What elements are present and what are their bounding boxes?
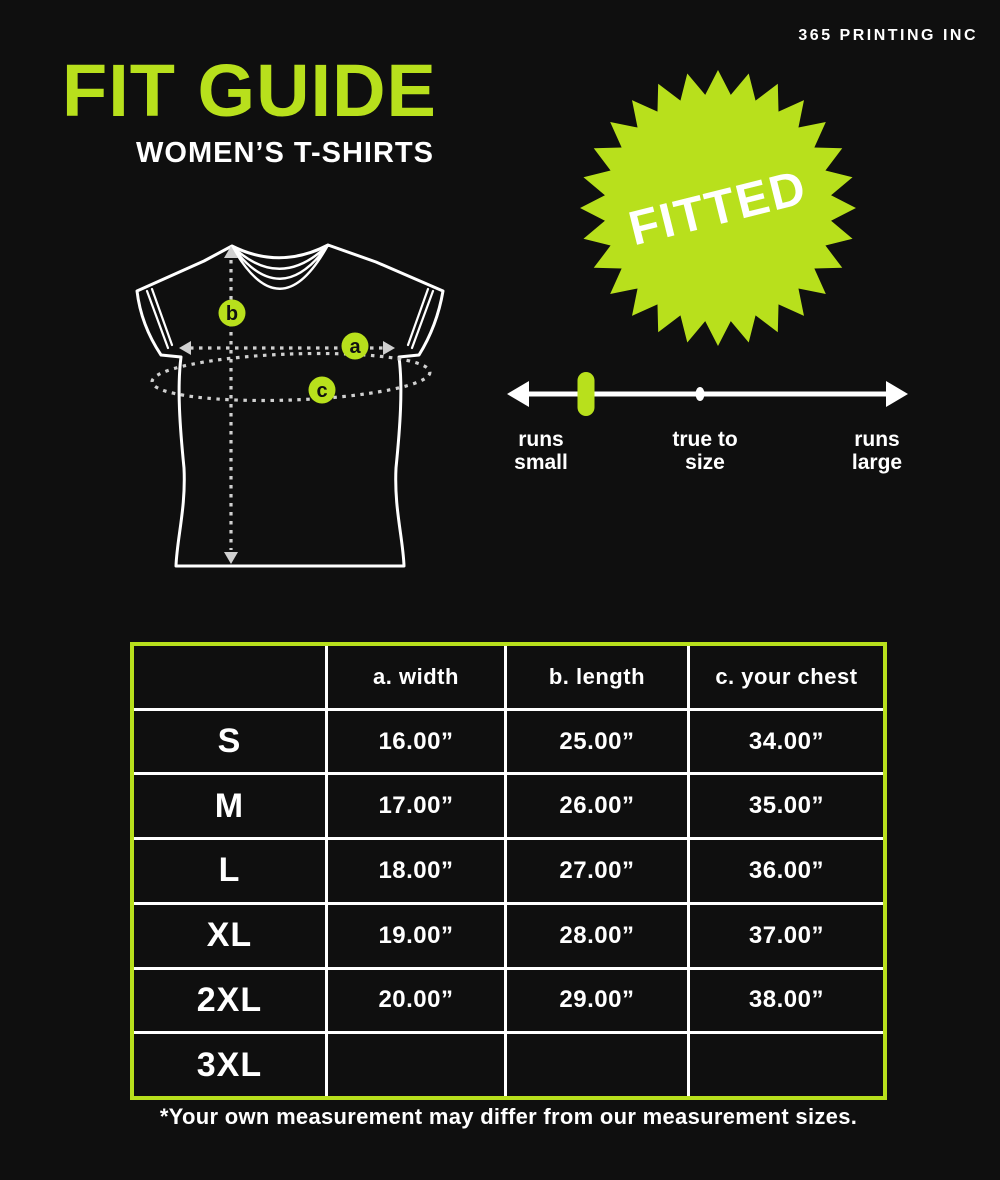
scale-label-line: size: [685, 451, 725, 474]
chest-measure-ellipse: [151, 349, 430, 405]
footnote: *Your own measurement may differ from our measurement sizes.: [159, 1104, 858, 1129]
row-xl-size: XL: [134, 905, 325, 967]
row-l-width: 18.00”: [328, 840, 504, 902]
scale-arrow-left-icon: [507, 381, 529, 407]
row-s-width: 16.00”: [328, 711, 504, 773]
row-xl-width: 19.00”: [328, 905, 504, 967]
row-3xl-length: [507, 1034, 687, 1096]
row-3xl-width: [328, 1034, 504, 1096]
row-2xl-length: 29.00”: [507, 970, 687, 1032]
fit-scale: [495, 350, 920, 420]
brand-name: 365 PRINTING INC: [798, 27, 978, 44]
length-arrow-down-icon: [224, 552, 238, 564]
column-header-size: [134, 646, 325, 708]
scale-label-line: small: [514, 451, 568, 474]
row-3xl-chest: [690, 1034, 883, 1096]
row-xl-length: 28.00”: [507, 905, 687, 967]
page-subtitle: WOMEN’S T-SHIRTS: [136, 137, 434, 169]
marker-b: [219, 300, 246, 327]
width-arrow-left-icon: [179, 341, 191, 355]
marker-b-letter: b: [225, 303, 239, 325]
scale-arrow-right-icon: [886, 381, 908, 407]
row-2xl-size: 2XL: [134, 970, 325, 1032]
marker-a: [342, 333, 369, 360]
row-s-chest: 34.00”: [690, 711, 883, 773]
tshirt-measurement-diagram: [120, 228, 480, 593]
scale-label-line: runs: [854, 428, 900, 451]
column-header-width: a. width: [328, 646, 504, 708]
badge-label: FITTED: [623, 159, 813, 257]
true-to-size-tick: [696, 387, 705, 401]
row-xl-chest: 37.00”: [690, 905, 883, 967]
column-header-chest: c. your chest: [690, 646, 883, 708]
sleeve-cuff-seams: [147, 289, 433, 348]
row-s-length: 25.00”: [507, 711, 687, 773]
scale-label-line: large: [851, 451, 903, 474]
row-l-size: L: [134, 840, 325, 902]
scale-label-runs-small: [461, 428, 621, 474]
row-m-size: M: [134, 775, 325, 837]
row-m-chest: 35.00”: [690, 775, 883, 837]
page-title: FIT GUIDE: [62, 49, 437, 132]
marker-a-letter: a: [349, 336, 361, 358]
title-block: [62, 49, 437, 170]
row-m-length: 26.00”: [507, 775, 687, 837]
row-l-chest: 36.00”: [690, 840, 883, 902]
scale-label-true-to-size: [625, 428, 785, 474]
width-arrow-right-icon: [383, 341, 395, 355]
scale-label-line: true to: [672, 428, 738, 451]
row-3xl-size: 3XL: [134, 1034, 325, 1096]
scale-label-line: runs: [518, 428, 564, 451]
tshirt-outline-shape: [137, 245, 443, 566]
fitted-badge: [572, 62, 864, 354]
row-l-length: 27.00”: [507, 840, 687, 902]
size-chart-table: [130, 642, 887, 1100]
row-2xl-width: 20.00”: [328, 970, 504, 1032]
fit-indicator-marker: [578, 372, 595, 416]
row-2xl-chest: 38.00”: [690, 970, 883, 1032]
scale-label-runs-large: [797, 428, 957, 474]
row-s-size: S: [134, 711, 325, 773]
marker-c-letter: c: [316, 380, 328, 402]
column-header-length: b. length: [507, 646, 687, 708]
row-m-width: 17.00”: [328, 775, 504, 837]
marker-c: [309, 377, 336, 404]
